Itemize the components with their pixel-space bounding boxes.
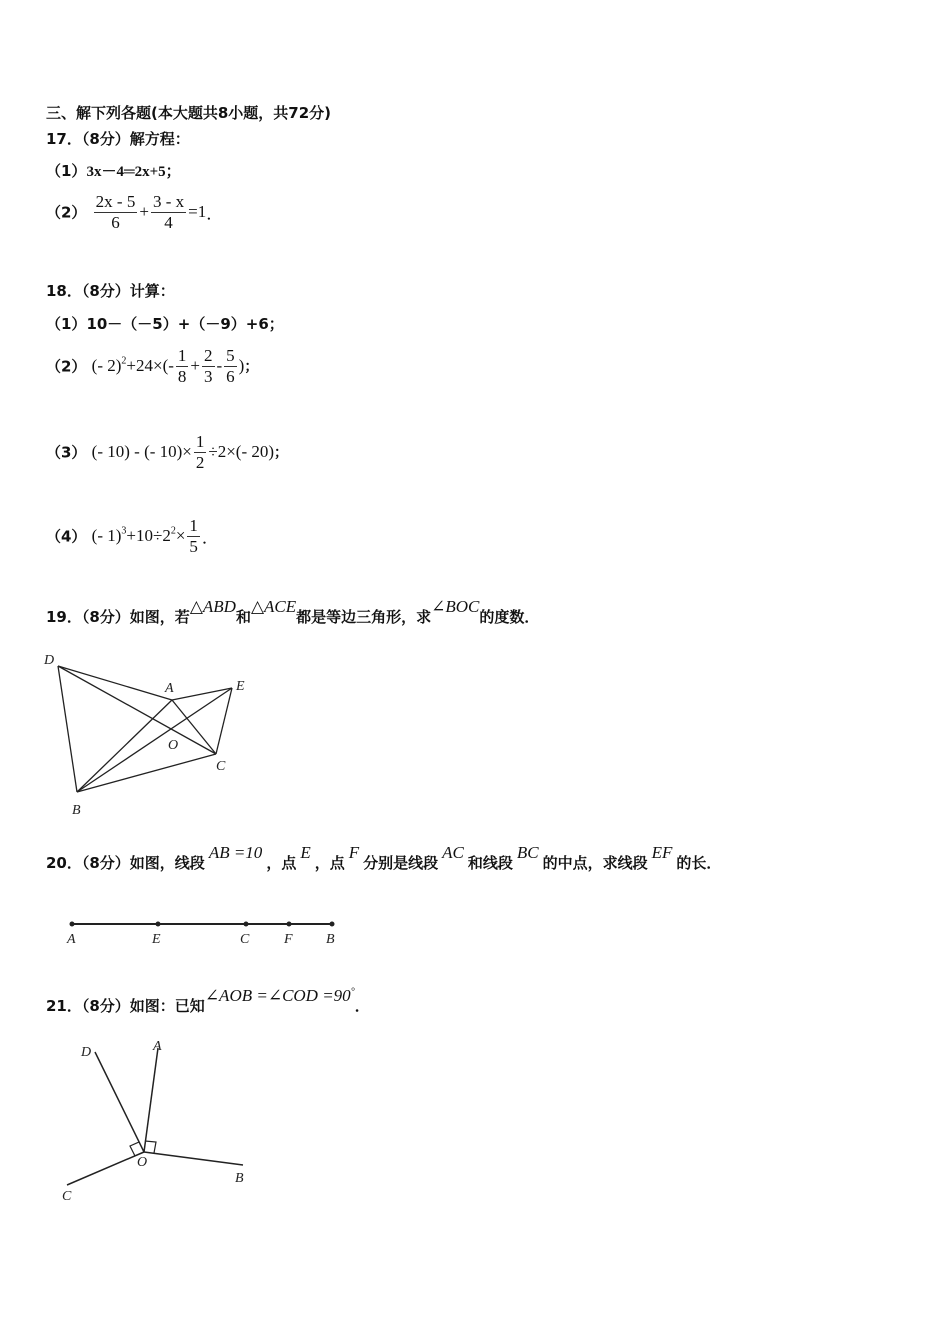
q20-text-part: 的中点，求线段 — [542, 854, 648, 872]
segment-eb — [77, 688, 232, 792]
q19-text — [46, 597, 540, 627]
q17-part1-equation: 3x－4═2x+5； — [86, 164, 181, 180]
q18-part1-label: （1） — [46, 315, 87, 333]
q21-text-part: 21．（8分）如图：已知 — [46, 997, 205, 1015]
q18-part3-expression — [91, 432, 289, 472]
q18-part1 — [46, 313, 284, 334]
q19-angle-boc: ∠BOC — [431, 597, 480, 616]
fraction-denominator: 3 — [204, 367, 213, 386]
right-angle-mark-aob — [145, 1141, 156, 1153]
point-label-e: E — [236, 679, 245, 694]
q17-part1-label: （1） — [46, 162, 87, 180]
expr-term: (- 10) - (- 10)× — [91, 442, 192, 462]
fraction-numerator: 1 — [189, 516, 198, 535]
q19-text-part: 都是等边三角形，求 — [296, 608, 432, 626]
semicolon: ； — [244, 359, 259, 376]
exponent: 2 — [170, 525, 176, 537]
segment-bc — [77, 754, 216, 792]
q21-figure — [55, 1030, 265, 1210]
q21-text — [46, 986, 370, 1016]
q21-angle-equation: ∠AOB =∠COD =90 — [204, 986, 351, 1005]
point-label-b: B — [326, 932, 335, 947]
point-label-d: D — [44, 653, 55, 668]
plus-sign: + — [139, 202, 149, 222]
point-f-dot — [287, 922, 292, 927]
q20-math-ef: EF — [651, 843, 673, 862]
point-label-a: A — [67, 932, 76, 947]
segment-db — [58, 666, 77, 792]
close-paren: ) — [238, 356, 245, 376]
q19-triangle-abd: △ABD — [189, 597, 236, 616]
period: ． — [206, 205, 224, 224]
point-label-f: F — [284, 932, 293, 947]
q20-figure — [60, 912, 350, 952]
q18-part2-expression — [91, 346, 259, 386]
fraction-denominator: 5 — [189, 537, 198, 556]
period: ． — [201, 529, 219, 548]
q18-part4-label: （4） — [46, 527, 87, 546]
ray-oc — [67, 1152, 144, 1185]
right-angle-mark-cod — [130, 1142, 139, 1156]
q17-header: 17．（8分）解方程： — [46, 130, 190, 148]
segment-dc — [58, 666, 216, 754]
expr-term: +10÷2 — [126, 526, 171, 546]
segment-ab — [77, 700, 172, 792]
exponent: 2 — [121, 355, 127, 367]
q18-part1-expression: 10－（－5）+（－9）+6； — [86, 315, 284, 333]
equation-rhs: =1 — [188, 202, 207, 222]
degree-sign: ° — [350, 986, 355, 998]
fraction-denominator: 6 — [226, 367, 235, 386]
fraction-denominator: 2 — [195, 453, 205, 472]
q20-text-part: ，点 — [314, 854, 345, 872]
segment-da — [58, 666, 172, 700]
fraction-numerator: 2 — [204, 346, 213, 365]
point-label-c: C — [216, 759, 226, 774]
q18-part4-expression — [91, 516, 219, 556]
q20-math-f: F — [348, 843, 360, 862]
segment-ac — [172, 700, 216, 754]
section-title: 三、解下列各题(本大题共8小题，共72分) — [46, 104, 332, 122]
q17-part2-equation — [92, 192, 224, 232]
q18-part3-label: （3） — [46, 443, 87, 462]
q19-triangle-ace: △ACE — [250, 597, 297, 616]
point-label-o: O — [137, 1155, 148, 1170]
q20-text-part: ，点 — [266, 854, 297, 872]
plus-sign: + — [190, 356, 200, 376]
q20-text-part: 的长． — [676, 854, 722, 872]
q17-part2-label: （2） — [46, 203, 87, 222]
expr-term: (- 2) — [91, 356, 122, 376]
expr-term: +24×(- — [126, 356, 174, 376]
q18-part3 — [46, 432, 288, 473]
q20-text-part: 分别是线段 — [363, 854, 439, 872]
q19-figure — [40, 650, 260, 820]
point-c-dot — [244, 922, 249, 927]
fraction-numerator: 5 — [226, 346, 235, 365]
q20-text-part: 和线段 — [467, 854, 513, 872]
ray-od — [95, 1052, 144, 1152]
q17-part1 — [46, 160, 181, 181]
fraction-denominator: 6 — [94, 212, 138, 233]
point-label-b: B — [72, 803, 81, 818]
semicolon: ； — [274, 445, 289, 462]
q20-text — [46, 843, 722, 873]
q20-math-bc: BC — [516, 843, 539, 862]
exponent: 3 — [121, 525, 127, 537]
point-label-c: C — [62, 1189, 72, 1204]
point-label-o: O — [168, 738, 179, 753]
q18-part2 — [46, 346, 258, 387]
point-label-d: D — [81, 1045, 92, 1060]
q18-part2-label: （2） — [46, 357, 87, 376]
fraction-numerator: 3 - x — [152, 192, 185, 211]
minus-sign: - — [216, 356, 223, 376]
q19-text-part: 19．（8分）如图，若 — [46, 608, 190, 626]
point-e-dot — [156, 922, 161, 927]
q18-header: 18．（8分）计算： — [46, 282, 175, 300]
point-label-e: E — [152, 932, 161, 947]
q17-part2 — [46, 192, 223, 233]
expr-term: ÷2×(- 20) — [208, 442, 275, 462]
q21-math-angles — [205, 986, 355, 1006]
q20-math-ac: AC — [442, 843, 464, 862]
q20-text-part: 20．（8分）如图，线段 — [46, 854, 205, 872]
fraction-denominator: 8 — [177, 367, 187, 386]
times-sign: × — [175, 526, 186, 546]
fraction-denominator: 4 — [151, 212, 186, 233]
fraction-numerator: 2x - 5 — [95, 192, 136, 211]
fraction-numerator: 1 — [195, 432, 205, 451]
q19-text-part: 的度数． — [479, 608, 540, 626]
expr-term: (- 1) — [91, 526, 122, 546]
q19-text-part: 和 — [235, 608, 251, 626]
q18-part4 — [46, 516, 219, 557]
q20-math-e: E — [300, 843, 311, 862]
ray-oa — [144, 1048, 158, 1152]
q20-math-ab: AB =10 — [208, 843, 263, 862]
fraction-numerator: 1 — [177, 346, 187, 365]
point-label-a: A — [153, 1039, 162, 1054]
point-label-c: C — [240, 932, 250, 947]
point-b-dot — [330, 922, 335, 927]
q21-text-part: ． — [354, 997, 370, 1015]
point-a-dot — [70, 922, 75, 927]
point-label-a: A — [165, 681, 174, 696]
ray-ob — [144, 1152, 243, 1165]
point-label-b: B — [235, 1171, 244, 1186]
